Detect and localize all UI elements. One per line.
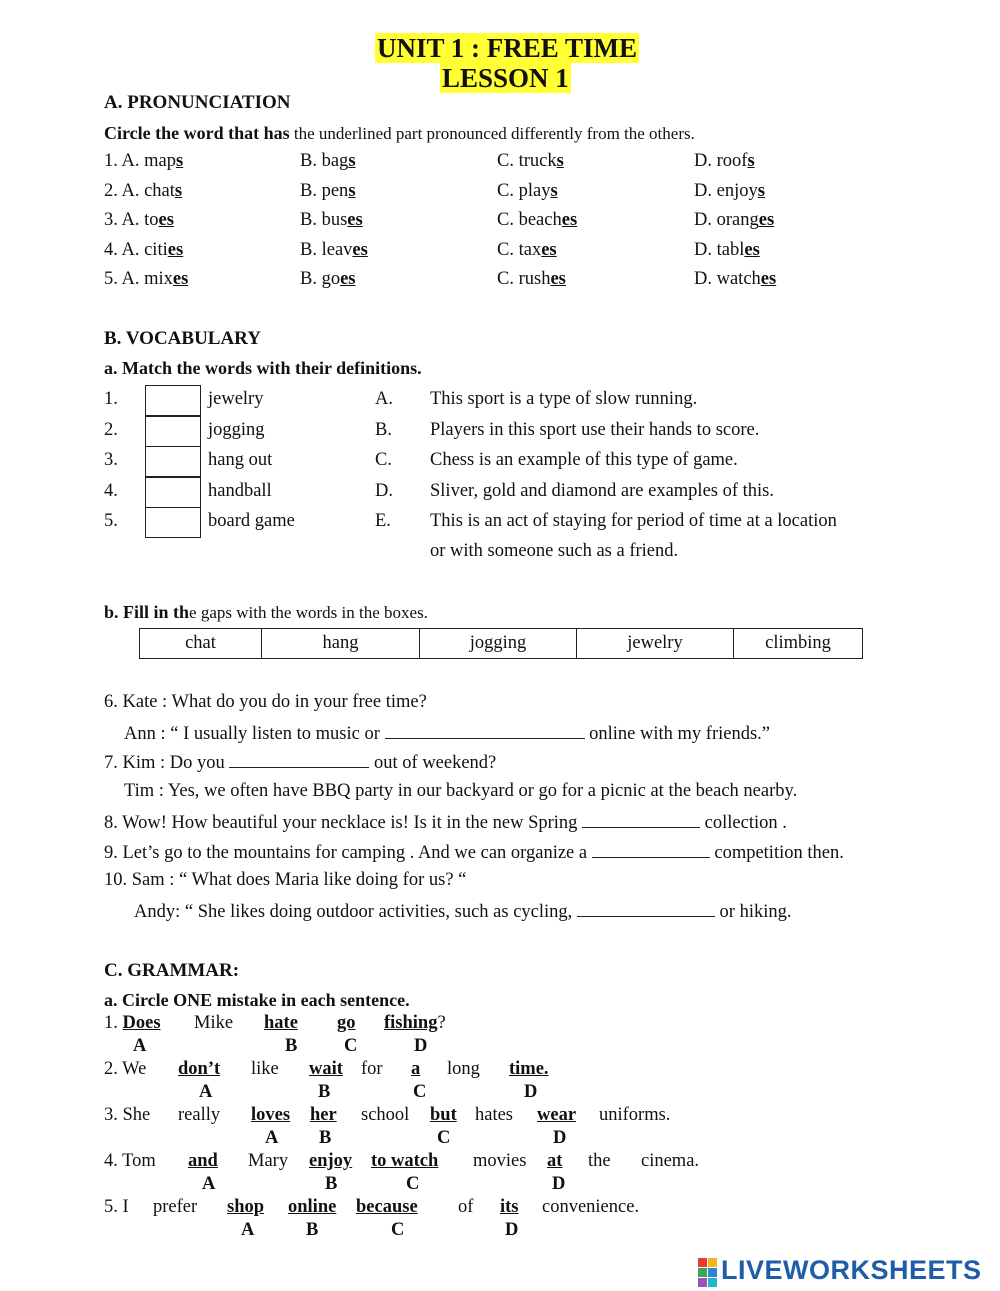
option-letter: C xyxy=(344,1036,358,1056)
match-answer-box[interactable] xyxy=(145,416,201,447)
grammar-option-a[interactable]: shop xyxy=(227,1197,265,1217)
option-letter: A xyxy=(202,1174,216,1194)
grammar-option-a[interactable]: don’t xyxy=(178,1059,221,1079)
grammar-sentence-3: 3. She xyxy=(104,1105,151,1125)
word-box-item: jogging xyxy=(420,629,577,659)
pronunciation-option[interactable]: 4. A. cities xyxy=(104,239,184,260)
pronunciation-option[interactable]: D. watches xyxy=(694,269,777,289)
question-10a: 10. Sam : “ What does Maria like doing for us? “ xyxy=(104,870,467,890)
grammar-option-c[interactable]: to watch xyxy=(371,1151,439,1171)
option-letter: A xyxy=(199,1082,213,1102)
match-word: jogging xyxy=(208,419,265,440)
pronunciation-option[interactable]: 5. A. mixes xyxy=(104,269,189,289)
match-definition: This sport is a type of slow running. xyxy=(430,389,698,409)
grammar-word: Mary xyxy=(248,1151,289,1171)
match-word: board game xyxy=(208,511,295,531)
grammar-option-c[interactable]: but xyxy=(430,1105,457,1125)
match-number: 5. xyxy=(104,511,118,531)
match-number: 2. xyxy=(104,419,118,440)
pronunciation-option[interactable]: 3. A. toes xyxy=(104,210,174,230)
answer-blank-7[interactable] xyxy=(229,751,369,768)
grammar-option-b[interactable]: online xyxy=(288,1197,337,1217)
match-definition: Players in this sport use their hands to score. xyxy=(430,419,760,440)
pronunciation-instruction: Circle the word that has the underlined part pronounced differently from the others. xyxy=(104,123,695,143)
option-letter: B xyxy=(325,1174,338,1194)
answer-blank-8[interactable] xyxy=(582,811,700,828)
option-letter: D xyxy=(524,1082,538,1102)
match-number: 3. xyxy=(104,450,118,470)
pronunciation-option[interactable]: B. goes xyxy=(300,269,356,289)
lesson-title: LESSON 1 xyxy=(442,63,569,93)
pronunciation-option[interactable]: D. oranges xyxy=(694,210,775,230)
question-7b: Tim : Yes, we often have BBQ party in our backyard or go for a picnic at the beach nearby. xyxy=(124,781,798,801)
liveworksheets-brand: LIVEWORKSHEETS xyxy=(721,1255,982,1285)
match-letter: E. xyxy=(375,511,391,531)
grammar-word: cinema. xyxy=(641,1151,700,1171)
grammar-sentence-5: 5. I xyxy=(104,1197,129,1217)
grammar-sentence-4: 4. Tom xyxy=(104,1151,156,1171)
pronunciation-option[interactable]: D. roofs xyxy=(694,151,755,171)
pronunciation-option[interactable]: B. leaves xyxy=(300,239,368,260)
grammar-sentence-2: 2. We xyxy=(104,1059,147,1079)
answer-blank-10[interactable] xyxy=(577,900,715,917)
match-word: handball xyxy=(208,480,272,501)
option-letter: B xyxy=(318,1082,331,1102)
pronunciation-option[interactable]: B. buses xyxy=(300,210,363,230)
grammar-option-a[interactable]: loves xyxy=(251,1105,291,1125)
grammar-word: movies xyxy=(473,1151,527,1171)
grammar-option-b[interactable]: enjoy xyxy=(309,1151,353,1171)
word-box-item: climbing xyxy=(734,629,863,659)
option-letter: C xyxy=(391,1220,405,1240)
pronunciation-option[interactable]: D. enjoys xyxy=(694,180,765,201)
vocabulary-heading: B. VOCABULARY xyxy=(104,328,261,349)
word-box-item: chat xyxy=(140,629,262,659)
pronunciation-option[interactable]: B. bags xyxy=(300,151,356,171)
question-10b: Andy: “ She likes doing outdoor activities, such as cycling, or hiking. xyxy=(134,902,792,922)
question-7a: 7. Kim : Do you out of weekend? xyxy=(104,753,497,773)
match-answer-box[interactable] xyxy=(145,507,201,538)
option-letter: C xyxy=(413,1082,427,1102)
unit-title: UNIT 1 : FREE TIME xyxy=(377,33,638,63)
grammar-option-d[interactable]: its xyxy=(500,1197,519,1217)
pronunciation-option[interactable]: 1. A. maps xyxy=(104,151,184,171)
option-letter: A xyxy=(133,1036,147,1056)
option-letter: C xyxy=(406,1174,420,1194)
grammar-option-b[interactable]: hate xyxy=(264,1013,298,1033)
match-number: 1. xyxy=(104,389,118,409)
grammar-word: long xyxy=(447,1059,480,1079)
match-number: 4. xyxy=(104,480,118,501)
grammar-word: of xyxy=(458,1197,474,1217)
match-definition: Sliver, gold and diamond are examples of this. xyxy=(430,480,775,501)
grammar-option-d[interactable]: at xyxy=(547,1151,563,1171)
pronunciation-option[interactable]: C. taxes xyxy=(497,239,557,260)
pronunciation-option[interactable]: D. tables xyxy=(694,239,760,260)
grammar-word: school xyxy=(361,1105,410,1125)
grammar-option-d[interactable]: time. xyxy=(509,1059,549,1079)
match-letter: B. xyxy=(375,419,392,440)
option-letter: B xyxy=(285,1036,298,1056)
answer-blank-6[interactable] xyxy=(385,722,585,739)
question-6a: 6. Kate : What do you do in your free time? xyxy=(104,692,427,712)
match-answer-box[interactable] xyxy=(145,385,201,416)
option-letter: A xyxy=(241,1220,255,1240)
word-box-item: hang xyxy=(262,629,420,659)
fill-instruction: b. Fill in the gaps with the words in the boxes. xyxy=(104,602,428,622)
grammar-option-b[interactable]: wait xyxy=(309,1059,343,1079)
word-box-item: jewelry xyxy=(577,629,734,659)
grammar-option-c[interactable]: because xyxy=(356,1197,418,1217)
grammar-option-d[interactable]: fishing? xyxy=(384,1013,446,1033)
pronunciation-option[interactable]: C. plays xyxy=(497,180,558,201)
grammar-option-a[interactable]: and xyxy=(188,1151,218,1171)
grammar-word: the xyxy=(588,1151,611,1171)
option-letter: B xyxy=(306,1220,319,1240)
grammar-word: convenience. xyxy=(542,1197,640,1217)
option-letter: D xyxy=(505,1220,519,1240)
grammar-option-c[interactable]: go xyxy=(337,1013,356,1033)
grammar-word: hates xyxy=(475,1105,514,1125)
match-letter: D. xyxy=(375,480,393,501)
grammar-instruction: a. Circle ONE mistake in each sentence. xyxy=(104,990,410,1010)
grammar-word: for xyxy=(361,1059,383,1079)
option-letter: D xyxy=(553,1128,567,1148)
pronunciation-heading: A. PRONUNCIATION xyxy=(104,92,291,113)
option-letter: A xyxy=(265,1128,279,1148)
grammar-word: uniforms. xyxy=(599,1105,671,1125)
grammar-option-c[interactable]: a xyxy=(411,1059,421,1079)
grammar-word: like xyxy=(251,1059,279,1079)
question-6b: Ann : “ I usually listen to music or online with my friends.” xyxy=(124,724,770,744)
grammar-heading: C. GRAMMAR: xyxy=(104,960,240,981)
match-definition: This is an act of staying for period of time at a location xyxy=(430,511,837,531)
option-letter: D xyxy=(414,1036,428,1056)
question-8: 8. Wow! How beautiful your necklace is! Is it in the new Spring collection . xyxy=(104,813,787,833)
grammar-word: Mike xyxy=(194,1013,234,1033)
answer-blank-9[interactable] xyxy=(592,841,710,858)
grammar-word: really xyxy=(178,1105,221,1125)
grammar-option-b[interactable]: her xyxy=(310,1105,337,1125)
match-instruction: a. Match the words with their definitions. xyxy=(104,358,422,378)
option-letter: B xyxy=(319,1128,332,1148)
match-letter: A. xyxy=(375,389,393,409)
pronunciation-option[interactable]: C. trucks xyxy=(497,151,564,171)
match-answer-box[interactable] xyxy=(145,477,201,508)
match-definition: Chess is an example of this type of game. xyxy=(430,450,738,470)
grammar-word: prefer xyxy=(153,1197,198,1217)
match-letter: C. xyxy=(375,450,392,470)
pronunciation-option[interactable]: B. pens xyxy=(300,180,356,201)
pronunciation-option[interactable]: 2. A. chats xyxy=(104,180,183,201)
match-answer-box[interactable] xyxy=(145,446,201,477)
option-letter: C xyxy=(437,1128,451,1148)
option-letter: D xyxy=(552,1174,566,1194)
grammar-option-d[interactable]: wear xyxy=(537,1105,577,1125)
definition-continuation: or with someone such as a friend. xyxy=(430,541,679,561)
grammar-sentence-1: 1. Does xyxy=(104,1013,161,1033)
word-box xyxy=(139,628,863,659)
pronunciation-option[interactable]: C. rushes xyxy=(497,269,566,289)
pronunciation-option[interactable]: C. beaches xyxy=(497,210,578,230)
match-word: hang out xyxy=(208,450,273,470)
match-word: jewelry xyxy=(208,389,264,409)
question-9: 9. Let’s go to the mountains for camping . And we can organize a competition then. xyxy=(104,843,844,863)
